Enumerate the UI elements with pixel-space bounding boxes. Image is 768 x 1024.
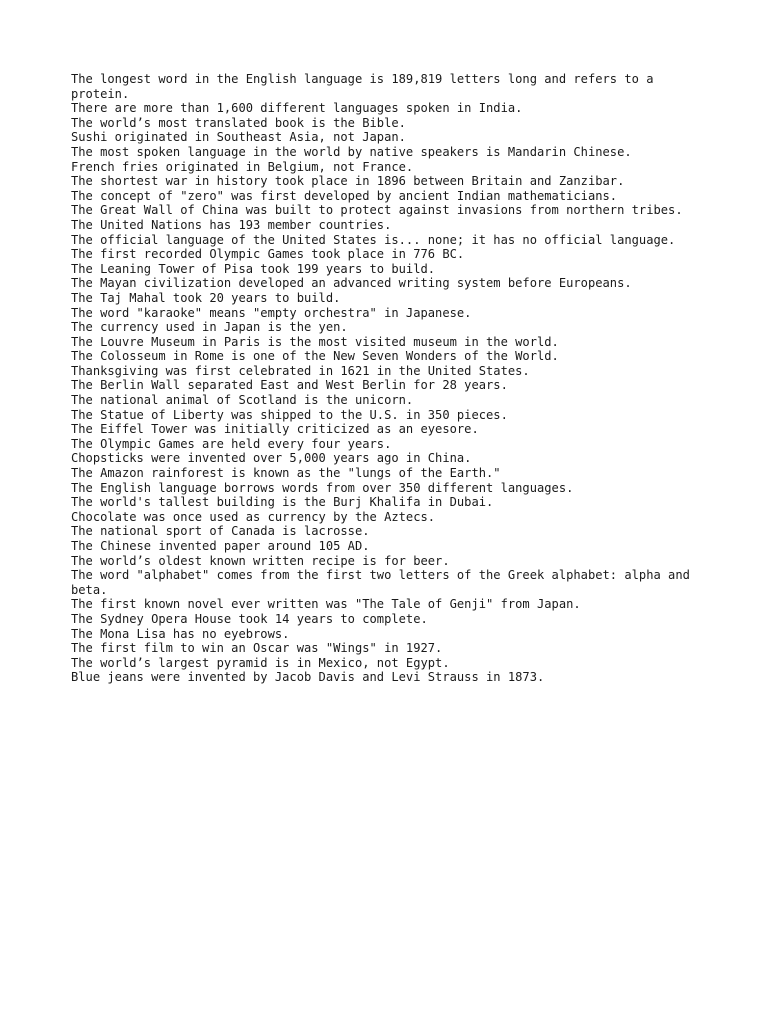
fact-line: The currency used in Japan is the yen. [71, 320, 348, 335]
fact-line: Chocolate was once used as currency by the Aztecs. [71, 509, 436, 524]
fact-line: The Sydney Opera House took 14 years to complete. [71, 611, 428, 626]
fact-line: The Leaning Tower of Pisa took 199 years to build. [71, 261, 436, 276]
fact-line: The national animal of Scotland is the unicorn. [71, 393, 414, 408]
fact-line: The word "alphabet" comes from the first two letters of the Greek alphabet: alpha and beta. [71, 568, 698, 597]
fact-line: The Louvre Museum in Paris is the most visited museum in the world. [71, 334, 559, 349]
fact-line: The concept of "zero" was first developed by ancient Indian mathematicians. [71, 188, 618, 203]
fact-line: The most spoken language in the world by native speakers is Mandarin Chinese. [71, 144, 632, 159]
fact-line: The world’s oldest known written recipe is for beer. [71, 553, 450, 568]
fact-line: The Chinese invented paper around 105 AD. [71, 539, 370, 553]
fact-line: The official language of the United States is... none; it has no official language. [71, 232, 676, 247]
fact-line: The world’s most translated book is the Bible. [71, 115, 406, 130]
fact-line: The Colosseum in Rome is one of the New Seven Wonders of the World. [71, 349, 559, 364]
fact-line: The Great Wall of China was built to protect against invasions from northern tribes. [71, 203, 683, 218]
fact-line: The first known novel ever written was "The Tale of Genji" from Japan. [71, 597, 581, 612]
fact-line: The world’s largest pyramid is in Mexico, not Egypt. [71, 655, 450, 670]
fact-line: The English language borrows words from over 350 different languages. [71, 480, 574, 495]
fact-line: Thanksgiving was first celebrated in 1621 in the United States. [71, 363, 530, 378]
fact-line: The national sport of Canada is lacrosse. [71, 524, 370, 539]
fact-line: The Taj Mahal took 20 years to build. [71, 290, 341, 305]
fact-line: Chopsticks were invented over 5,000 years ago in China. [71, 451, 472, 466]
fact-line: The Berlin Wall separated East and West Berlin for 28 years. [71, 378, 508, 393]
fact-line: The Amazon rainforest is known as the "lungs of the Earth." [71, 466, 501, 481]
fact-line: The word "karaoke" means "empty orchestra" in Japanese. [71, 305, 472, 320]
fact-line: The Mayan civilization developed an advanced writing system before Europeans. [71, 276, 632, 291]
fact-line: The first recorded Olympic Games took place in 776 BC. [71, 247, 465, 262]
fact-line: Sushi originated in Southeast Asia, not Japan. [71, 130, 406, 145]
fact-line: The United Nations has 193 member countries. [71, 217, 392, 232]
fact-line: The shortest war in history took place in 1896 between Britain and Zanzibar. [71, 174, 625, 189]
fact-line: The first film to win an Oscar was "Wings" in 1927. [71, 641, 443, 656]
fact-line: French fries originated in Belgium, not France. [71, 159, 414, 174]
fact-line: The world's tallest building is the Burj Khalifa in Dubai. [71, 495, 494, 510]
fact-line: The Mona Lisa has no eyebrows. [71, 626, 290, 641]
fact-line: The longest word in the English language is 189,819 letters long and refers to a protein. [71, 72, 661, 101]
fact-line: The Statue of Liberty was shipped to the U.S. in 350 pieces. [71, 407, 508, 422]
fact-list [71, 72, 711, 685]
fact-line: Blue jeans were invented by Jacob Davis and Levi Strauss in 1873. [71, 670, 545, 685]
fact-line: There are more than 1,600 different languages spoken in India. [71, 101, 523, 116]
fact-line: The Eiffel Tower was initially criticized as an eyesore. [71, 422, 479, 437]
fact-line: The Olympic Games are held every four years. [71, 436, 392, 451]
